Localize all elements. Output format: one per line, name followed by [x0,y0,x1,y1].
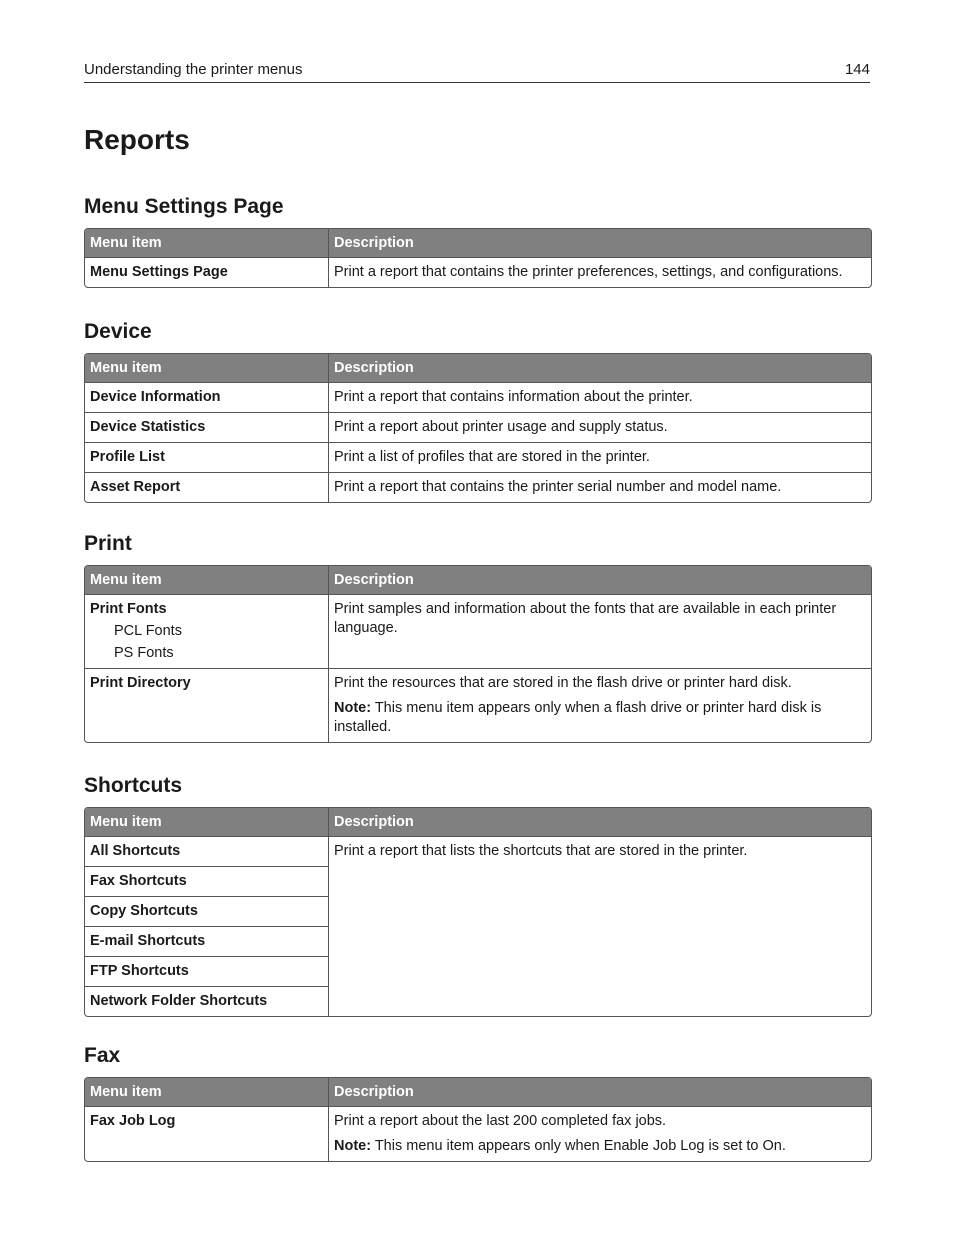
section-title-shortcuts: Shortcuts [84,774,183,797]
menu-item-cell: Device Information [90,389,221,405]
description-cell: Print a report that contains the printer preferences, settings, and configurations. [328,258,871,287]
menu-item-cell: Menu Settings Page [90,264,228,280]
menu-item-label: Print Fonts [90,601,167,617]
page-number: 144 [844,61,870,78]
note-text: This menu item appears only when a flash drive or printer hard disk is installed. [334,700,822,735]
column-header-description: Description [328,1078,871,1107]
description-cell: Print a report that contains information about the printer. [328,383,871,412]
note-label: Note: [334,700,372,716]
table-header-row [85,566,871,595]
running-header [84,61,870,83]
table-row [85,412,871,442]
header-section-title: Understanding the printer menus [84,61,303,78]
description-text: Print the resources that are stored in the flash drive or printer hard disk. [334,675,792,691]
sub-item-ps-fonts: PS Fonts [114,645,174,661]
menu-item-cell: Network Folder Shortcuts [85,986,328,1016]
column-header-menu-item: Menu item [85,229,328,258]
table-row [85,258,871,287]
menu-item-cell: Print Directory [85,668,328,742]
description-cell: Print a report that contains the printer serial number and model name. [328,472,871,502]
print-table [84,565,872,743]
column-header-menu-item: Menu item [85,354,328,383]
table-row [85,442,871,472]
table-row [85,668,871,742]
page-title: Reports [84,124,190,155]
menu-item-cell: E-mail Shortcuts [85,926,328,956]
description-cell: Print samples and information about the fonts that are available in each printer language. [328,595,871,668]
description-cell: Print a report that lists the shortcuts that are stored in the printer. [328,837,871,1016]
table-header-row [85,354,871,383]
table-row [85,472,871,502]
description-cell [328,1107,871,1161]
menu-item-cell [85,595,328,668]
fax-table [84,1077,872,1162]
menu-item-cell: Profile List [85,442,328,472]
table-row [85,383,871,412]
column-header-description: Description [328,229,871,258]
table-header-row [85,808,871,837]
menu-item-cell: FTP Shortcuts [85,956,328,986]
note-text: This menu item appears only when Enable Job Log is set to On. [371,1138,786,1154]
column-header-menu-item: Menu item [85,1078,328,1107]
section-title-device: Device [84,320,152,343]
menu-item-cell: All Shortcuts [90,843,181,859]
menu-item-cell: Copy Shortcuts [85,896,328,926]
column-header-menu-item: Menu item [85,808,328,837]
sub-item-pcl-fonts: PCL Fonts [114,623,182,639]
device-table [84,353,872,503]
menu-item-cell: Fax Shortcuts [85,866,328,896]
menu-item-cell: Asset Report [85,472,328,502]
section-title-print: Print [84,532,132,555]
note [334,1137,867,1156]
column-header-menu-item: Menu item [85,566,328,595]
table-row [85,1107,871,1161]
table-row [85,595,871,668]
menu-item-cell: Fax Job Log [90,1113,176,1129]
table-header-row [85,229,871,258]
table-header-row [85,1078,871,1107]
description-cell [328,668,871,742]
column-header-description: Description [328,566,871,595]
section-title-fax: Fax [84,1044,121,1067]
section-title-menu-settings: Menu Settings Page [84,195,284,218]
table-row [85,837,871,866]
menu-item-cell: Device Statistics [85,412,328,442]
note-label: Note: [334,1138,372,1154]
description-text: Print a report about the last 200 completed fax jobs. [334,1113,667,1129]
note [334,699,867,737]
menu-settings-table [84,228,872,288]
column-header-description: Description [328,354,871,383]
shortcuts-table [84,807,872,1017]
description-cell: Print a list of profiles that are stored in the printer. [328,442,871,472]
description-cell: Print a report about printer usage and supply status. [328,412,871,442]
column-header-description: Description [328,808,871,837]
